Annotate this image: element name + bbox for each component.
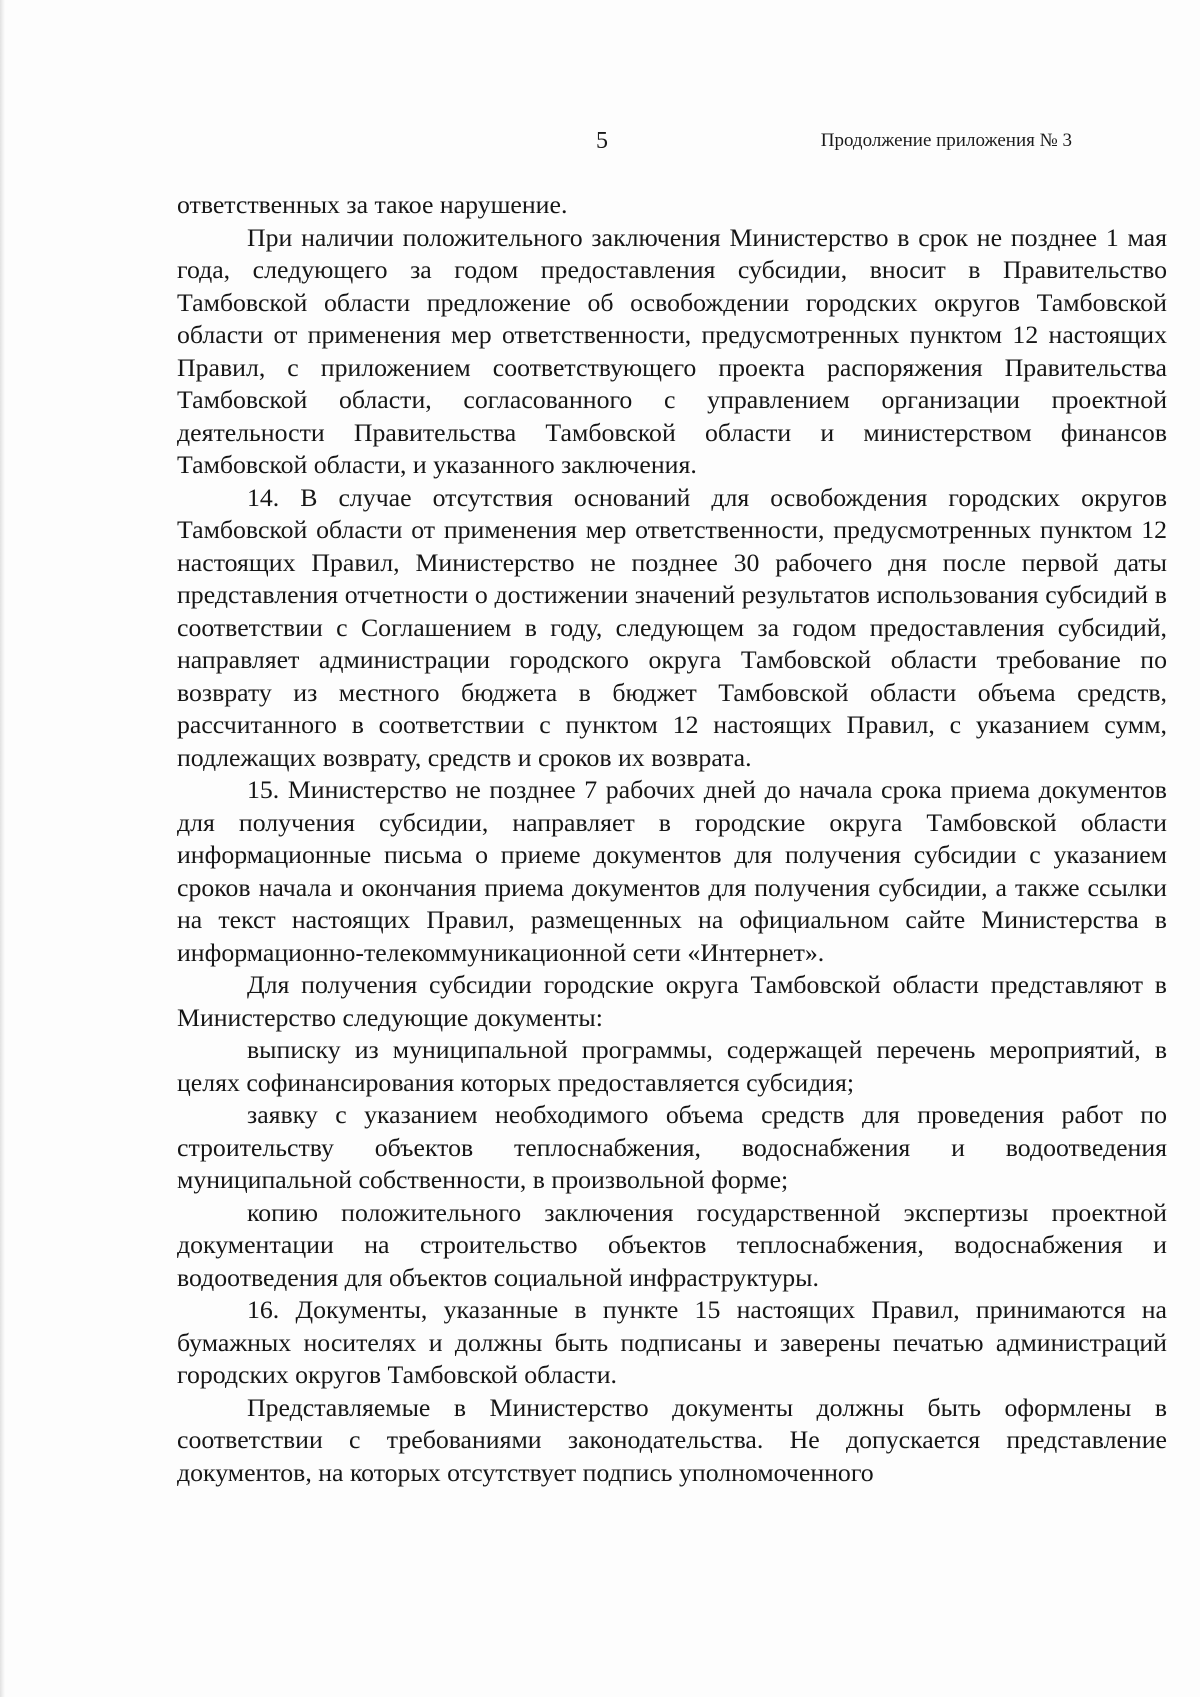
paragraph: Представляемые в Министерство документы должны быть оформлены в соответствии с требованиями законодательства. Не допускается представление документов, на которых отсутствует подпись уполномоченного [177,1392,1167,1487]
paragraph-continuation: ответственных за такое нарушение. [177,190,568,219]
scan-edge [0,0,5,1697]
paragraph-clause-16: 16. Документы, указанные в пункте 15 настоящих Правил, принимаются на бумажных носителях и должны быть подписаны и заверены печатью администраций городских округов Тамбовской области. [177,1295,1167,1389]
page-header [0,128,1200,158]
list-item-document: заявку с указанием необходимого объема средств для проведения работ по строительству объектов теплоснабжения, водоснабжения и водоотведения муниципальной собственности, в произвольной форме; [177,1100,1167,1194]
paragraph: При наличии положительного заключения Министерство в срок не позднее 1 мая года, следующего за годом предоставления субсидии, вносит в Правительство Тамбовской области предложение об освобождении городских округов Тамбовской области от применения мер ответственности, предусмотренных пунктом 12 настоящих Правил, с приложением соответствующего проекта распоряжения Правительства Тамбовской области, согласованного с управлением организации проектной деятельности Правительства Тамбовской области и министерством финансов Тамбовской области, и указанного заключения. [177,222,1167,479]
paragraph: Для получения субсидии городские округа Тамбовской области представляют в Министерство следующие документы: [177,970,1167,1032]
document-body [177,189,1167,1489]
list-item-document: копию положительного заключения государственной экспертизы проектной документации на строительство объектов теплоснабжения, водоснабжения и водоотведения для объектов социальной инфраструктуры. [177,1197,1167,1292]
appendix-continuation-note: Продолжение приложения № 3 [820,130,1072,151]
page-number: 5 [596,128,608,154]
paragraph-clause-14: 14. В случае отсутствия оснований для освобождения городских округов Тамбовской области от применения мер ответственности, предусмотренных пунктом 12 настоящих Правил, Министерство не позднее 30 рабочего дня после первой даты представления отчетности о достижении значений результатов использования субсидий в соответствии с Соглашением в году, следующем за годом предоставления субсидий, направляет администрации городского округа Тамбовской области требование по возврату из местного бюджета в бюджет Тамбовской области объема средств, рассчитанного в соответствии с пунктом 12 настоящих Правил, с указанием сумм, подлежащих возврату, средств и сроков их возврата. [177,482,1167,772]
list-item-document: выписку из муниципальной программы, содержащей перечень мероприятий, в целях софинансирования которых предоставляется субсидия; [177,1035,1167,1097]
paragraph-clause-15: 15. Министерство не позднее 7 рабочих дней до начала срока приема документов для получения субсидии, направляет в городские округа Тамбовской области информационные письма о приеме документов для получения субсидии с указанием сроков начала и окончания приема документов для получения субсидии, а также ссылки на текст настоящих Правил, размещенных на официальном сайте Министерства в информационно-телекоммуникационной сети «Интернет». [177,775,1167,967]
